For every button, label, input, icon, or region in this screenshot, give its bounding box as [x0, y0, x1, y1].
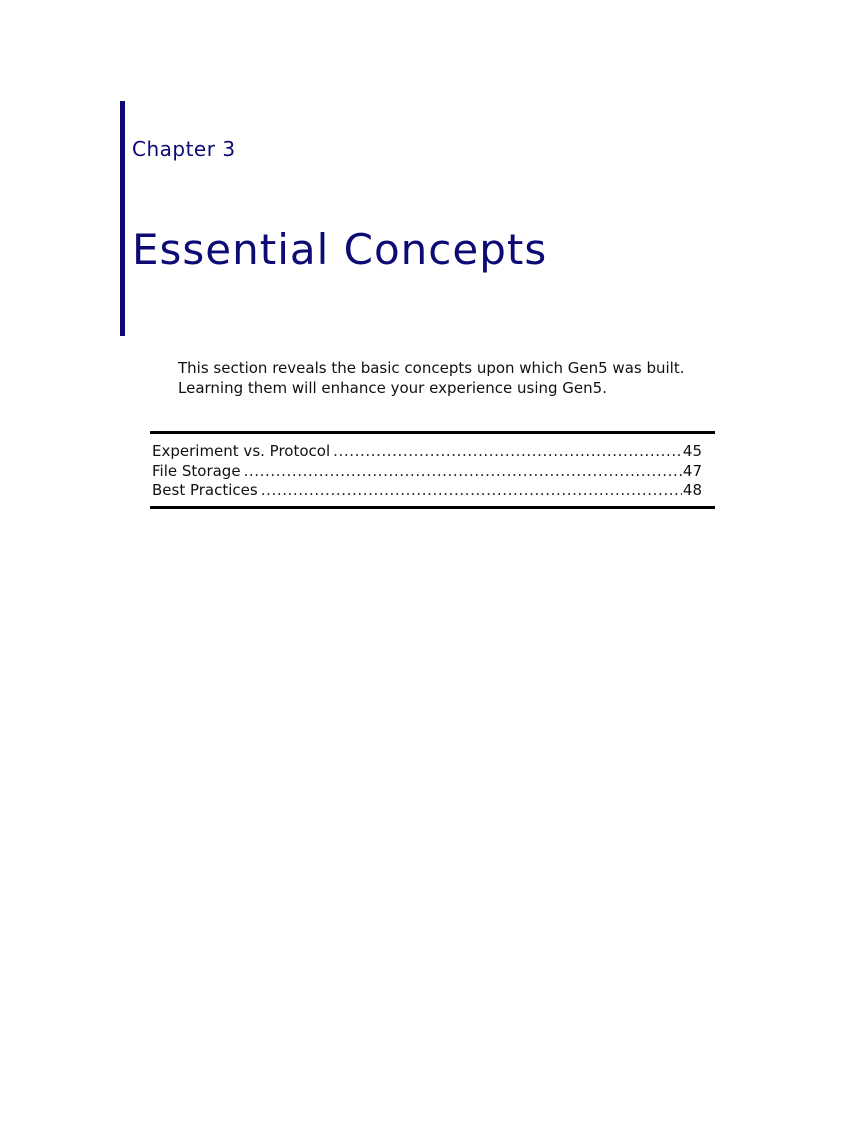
chapter-accent-bar	[120, 101, 125, 336]
toc-entry-best-practices[interactable]	[152, 481, 702, 501]
table-of-contents	[150, 431, 715, 509]
toc-entry-page: 47	[682, 461, 702, 480]
toc-dot-leader	[333, 442, 682, 462]
toc-entry-page: 48	[682, 481, 702, 499]
toc-dot-leader	[261, 481, 682, 501]
toc-entry-label: Experiment vs. Protocol	[152, 442, 331, 460]
toc-entry-experiment-vs-protocol[interactable]	[152, 442, 702, 462]
intro-paragraph	[178, 359, 738, 398]
intro-line-1: This section reveals the basic concepts upon which Gen5 was built.	[178, 359, 685, 377]
toc-entry-label: Best Practices	[152, 481, 258, 499]
toc-dot-leader	[244, 462, 682, 482]
chapter-label: Chapter 3	[132, 137, 236, 161]
toc-entry-file-storage[interactable]	[152, 462, 702, 482]
toc-entry-label: File Storage	[152, 461, 241, 480]
toc-entry-page: 45	[682, 442, 702, 460]
intro-line-2: Learning them will enhance your experience using Gen5.	[178, 378, 607, 397]
chapter-title: Essential Concepts	[132, 225, 548, 274]
